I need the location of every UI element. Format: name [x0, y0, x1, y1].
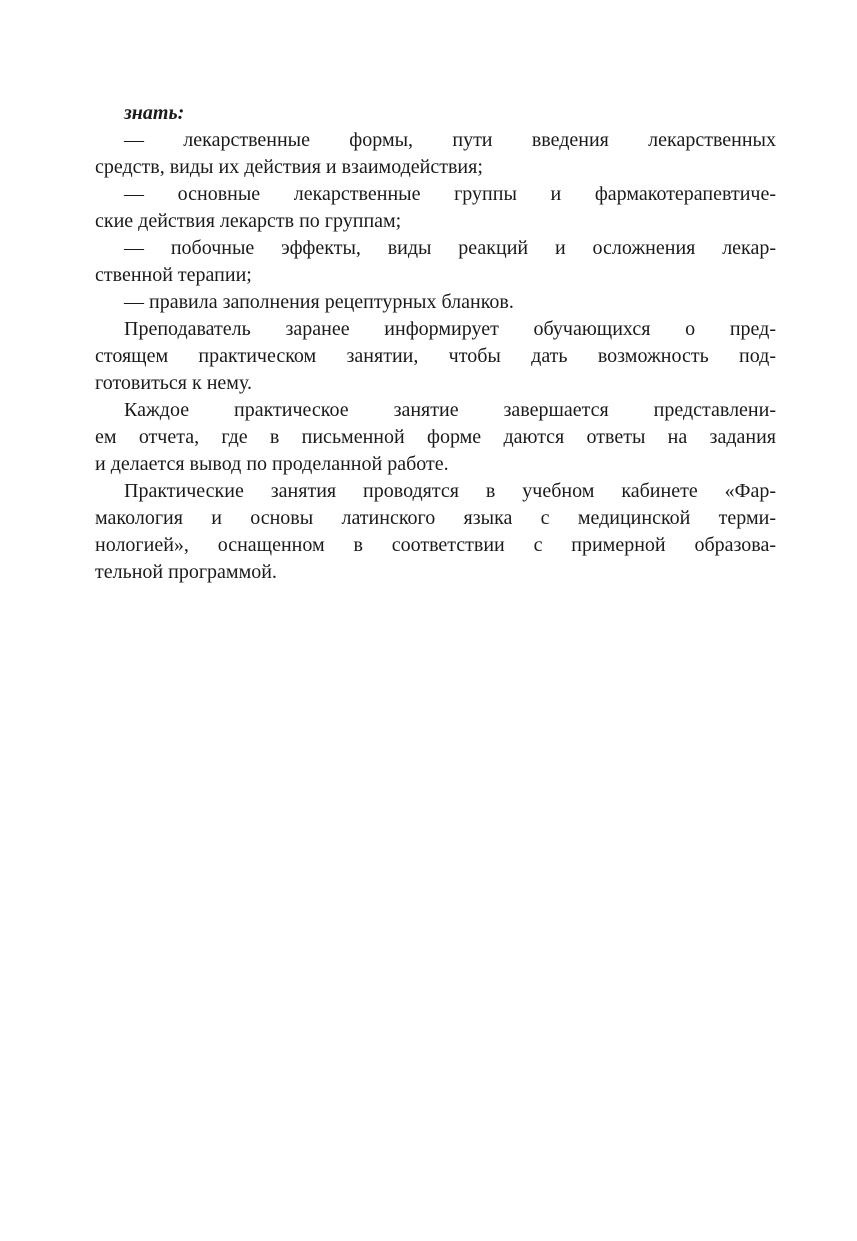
text-line: Преподаватель заранее информирует обучающихся о пред-	[124, 318, 776, 340]
list-item-dosage-forms	[95, 127, 776, 181]
paragraph-lesson-report	[95, 397, 776, 478]
list-item-side-effects	[95, 235, 776, 289]
text-line: Практические занятия проводятся в учебном кабинете «Фар-	[124, 480, 776, 502]
text-line: — основные лекарственные группы и фармакотерапевтиче-	[124, 183, 776, 205]
text-line: — правила заполнения рецептурных бланков.	[124, 291, 514, 313]
text-line: нологией», оснащенном в соответствии с примерной образова-	[95, 534, 776, 556]
list-item-prescription-rules	[95, 289, 776, 316]
text-line: тельной программой.	[95, 561, 277, 583]
paragraph-classroom	[95, 478, 776, 586]
list-item-drug-groups	[95, 181, 776, 235]
text-block	[95, 100, 776, 586]
text-line: Каждое практическое занятие завершается представлени-	[124, 399, 776, 421]
text-line: — лекарственные формы, пути введения лекарственных	[124, 129, 776, 151]
text-line: стоящем практическом занятии, чтобы дать возможность под-	[95, 345, 776, 367]
text-line: ем отчета, где в письменной форме даются ответы на задания	[95, 426, 776, 448]
text-line: макология и основы латинского языка с медицинской терми-	[95, 507, 776, 529]
paragraph-teacher-informs	[95, 316, 776, 397]
knowledge-heading: знать:	[124, 102, 185, 124]
knowledge-heading-paragraph	[95, 100, 776, 127]
text-line: — побочные эффекты, виды реакций и осложнения лекар-	[124, 237, 776, 259]
text-line: средств, виды их действия и взаимодействия;	[95, 156, 483, 178]
text-line: ственной терапии;	[95, 264, 252, 286]
text-line: и делается вывод по проделанной работе.	[95, 453, 449, 475]
text-line: готовиться к нему.	[95, 372, 252, 394]
text-line: ские действия лекарств по группам;	[95, 210, 402, 232]
